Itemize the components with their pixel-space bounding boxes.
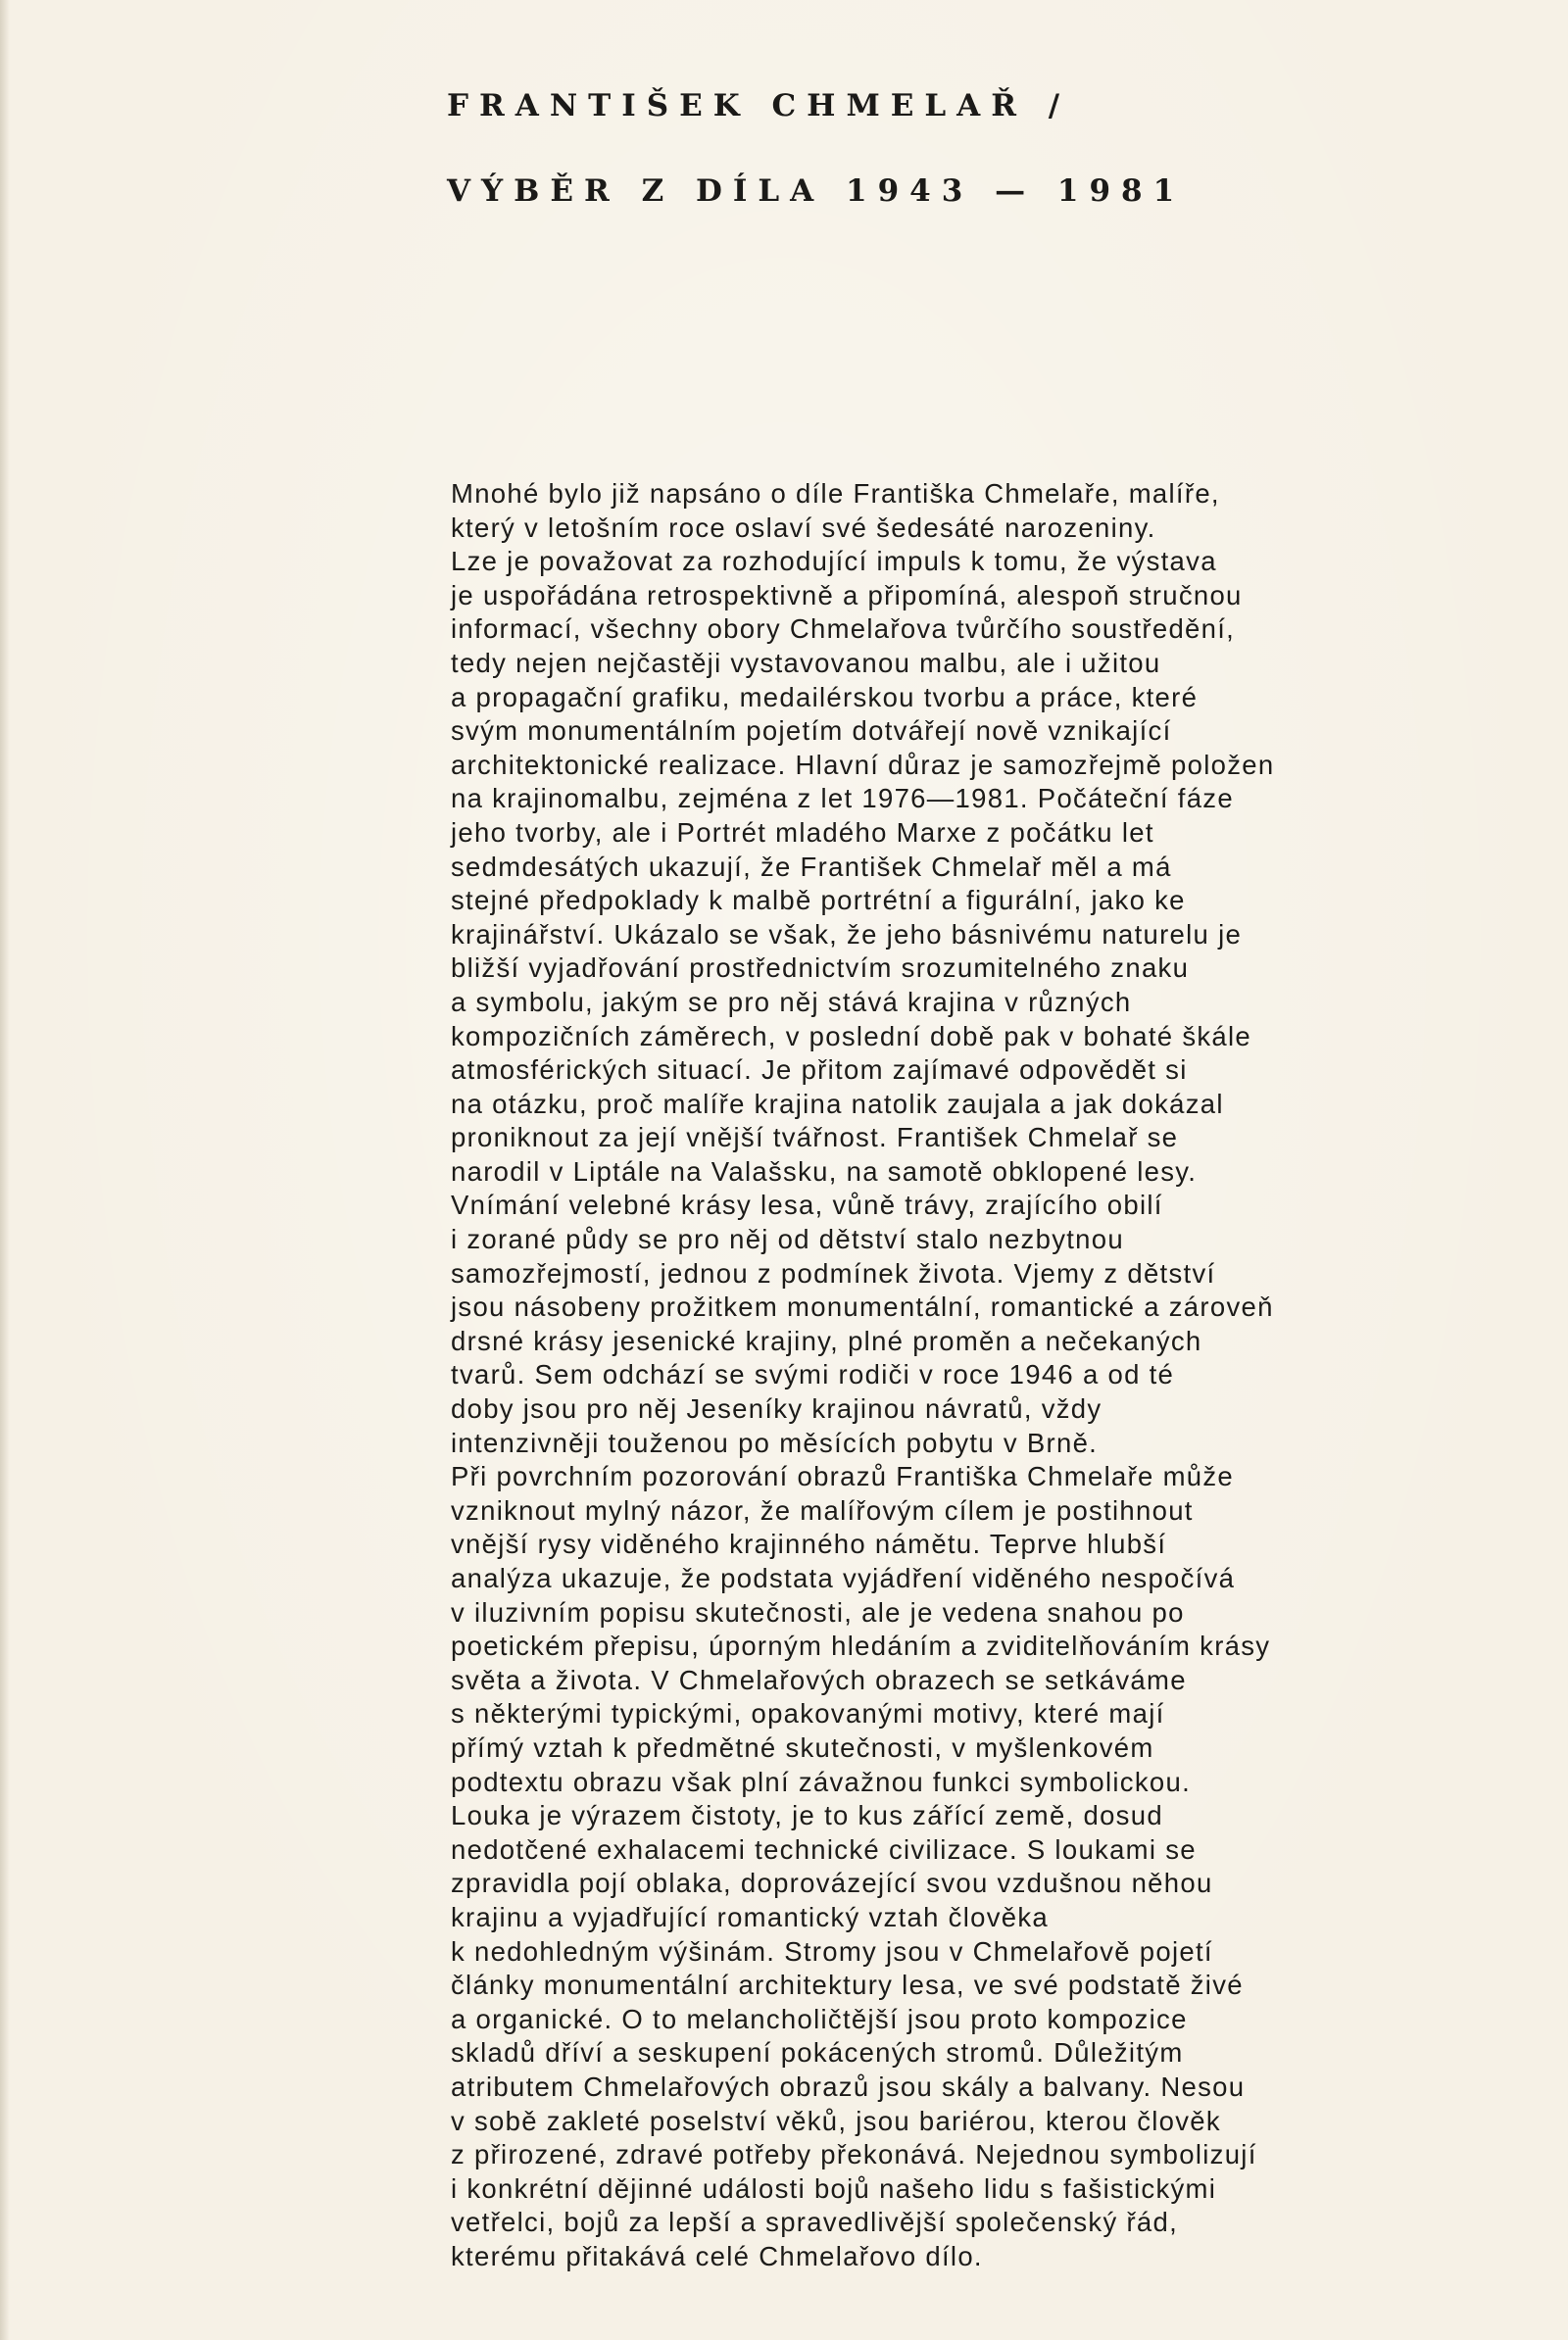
title-author: FRANTIŠEK CHMELAŘ / [447,88,1071,123]
text-line: v iluzivním popisu skutečnosti, ale je vedena snahou po [451,1596,1185,1628]
text-line: doby jsou pro něj Jeseníky krajinou návratů, vždy [451,1393,1102,1425]
text-line: který v letošním roce oslaví své šedesáté narozeniny. [451,512,1156,543]
text-line: i zorané půdy se pro něj od dětství stalo nezbytnou [451,1224,1124,1255]
text-line: Při povrchním pozorování obrazů Františka Chmelaře může [451,1461,1235,1492]
text-line: Mnohé bylo již napsáno o díle Františka Chmelaře, malíře, [451,478,1220,509]
text-line: samozřejmostí, jednou z podmínek života. Vjemy z dětství [451,1257,1216,1289]
text-line: atmosférických situací. Je přitom zajímavé odpovědět si [451,1054,1188,1086]
text-line: Vnímání velebné krásy lesa, vůně trávy, zrajícího obilí [451,1190,1163,1221]
text-line: proniknout za její vnější tvářnost. František Chmelař se [451,1122,1179,1153]
text-line: informací, všechny obory Chmelařova tvůrčího soustředění, [451,613,1236,645]
text-line: svým monumentálním pojetím dotvářejí nově vznikající [451,715,1172,747]
text-line: je uspořádána retrospektivně a připomíná, alespoň stručnou [451,579,1243,610]
text-line: podtextu obrazu však plní závažnou funkci symbolickou. [451,1766,1192,1797]
text-line: s některými typickými, opakovanými motivy, které mají [451,1698,1165,1730]
page-edge-shadow [0,0,10,2340]
text-line: zpravidla pojí oblaka, doprovázející svou vzdušnou něhou [451,1868,1213,1899]
title-subtitle: VÝBĚR Z DÍLA 1943 — 1981 [447,173,1186,209]
text-line: drsné krásy jesenické krajiny, plné proměn a nečekaných [451,1325,1202,1356]
body-text [451,477,1490,2273]
text-line: jeho tvorby, ale i Portrét mladého Marxe z počátku let [451,816,1154,848]
text-line: skladů dříví a seskupení pokácených stromů. Důležitým [451,2037,1184,2069]
text-line: tedy nejen nejčastěji vystavovanou malbu, ale i užitou [451,647,1161,678]
text-line: články monumentální architektury lesa, ve své podstatě živé [451,1970,1244,2001]
text-line: z přirozené, zdravé potřeby překonává. Nejednou symbolizují [451,2139,1257,2170]
text-line: atributem Chmelařových obrazů jsou skály a balvany. Nesou [451,2071,1246,2102]
text-line: sedmdesátých ukazují, že František Chmelař měl a má [451,851,1172,882]
text-line: na krajinomalbu, zejména z let 1976—1981. Počáteční fáze [451,783,1234,814]
text-line: narodil v Liptále na Valašsku, na samotě obklopené lesy. [451,1155,1198,1187]
text-line: architektonické realizace. Hlavní důraz je samozřejmě položen [451,749,1275,780]
text-line: a propagační grafiku, medailérskou tvorbu a práce, které [451,681,1199,712]
text-line: poetickém přepisu, úporným hledáním a zviditelňováním krásy [451,1631,1271,1662]
text-line: Lze je považovat za rozhodující impuls k tomu, že výstava [451,546,1217,577]
text-line: i konkrétní dějinné události bojů našeho lidu s fašistickými [451,2172,1217,2204]
text-line: tvarů. Sem odchází se svými rodiči v roce 1946 a od té [451,1359,1175,1390]
text-line: k nedohledným výšinám. Stromy jsou v Chmelařově pojetí [451,1935,1213,1967]
text-line: a organické. O to melancholičtější jsou proto kompozice [451,2003,1188,2034]
text-line: Louka je výrazem čistoty, je to kus zářící země, dosud [451,1800,1163,1831]
text-line: v sobě zakleté poselství věků, jsou bariérou, kterou člověk [451,2105,1221,2136]
text-line: vnější rysy viděného krajinného námětu. Teprve hlubší [451,1529,1167,1560]
text-line: světa a života. V Chmelařových obrazech se setkáváme [451,1664,1187,1695]
text-line: kompozičních záměrech, v poslední době pak v bohaté škále [451,1020,1252,1051]
text-line: vzniknout mylný názor, že malířovým cílem je postihnout [451,1494,1194,1526]
text-line: krajinu a vyjadřující romantický vztah člověka [451,1901,1050,1932]
text-line: přímý vztah k předmětné skutečnosti, v myšlenkovém [451,1731,1154,1763]
text-line: jsou násobeny prožitkem monumentální, romantické a zároveň [451,1292,1274,1323]
text-line: vetřelci, bojů za lepší a spravedlivější společenský řád, [451,2207,1179,2238]
text-line: a symbolu, jakým se pro něj stává krajina v různých [451,986,1132,1017]
text-line: analýza ukazuje, že podstata vyjádření viděného nespočívá [451,1563,1236,1593]
title-block [447,86,1427,211]
text-line: kterému přitakává celé Chmelařovo dílo. [451,2240,983,2271]
text-line: krajinářství. Ukázalo se však, že jeho básnivému naturelu je [451,918,1243,950]
text-line: stejné předpoklady k malbě portrétní a figurální, jako ke [451,885,1186,916]
text-line: intenzivněji touženou po měsících pobytu v Brně. [451,1427,1099,1458]
text-line: bližší vyjadřování prostřednictvím srozumitelného znaku [451,952,1190,984]
text-line: nedotčené exhalacemi technické civilizace. S loukami se [451,1833,1197,1865]
text-line: na otázku, proč malíře krajina natolik zaujala a jak dokázal [451,1088,1224,1119]
